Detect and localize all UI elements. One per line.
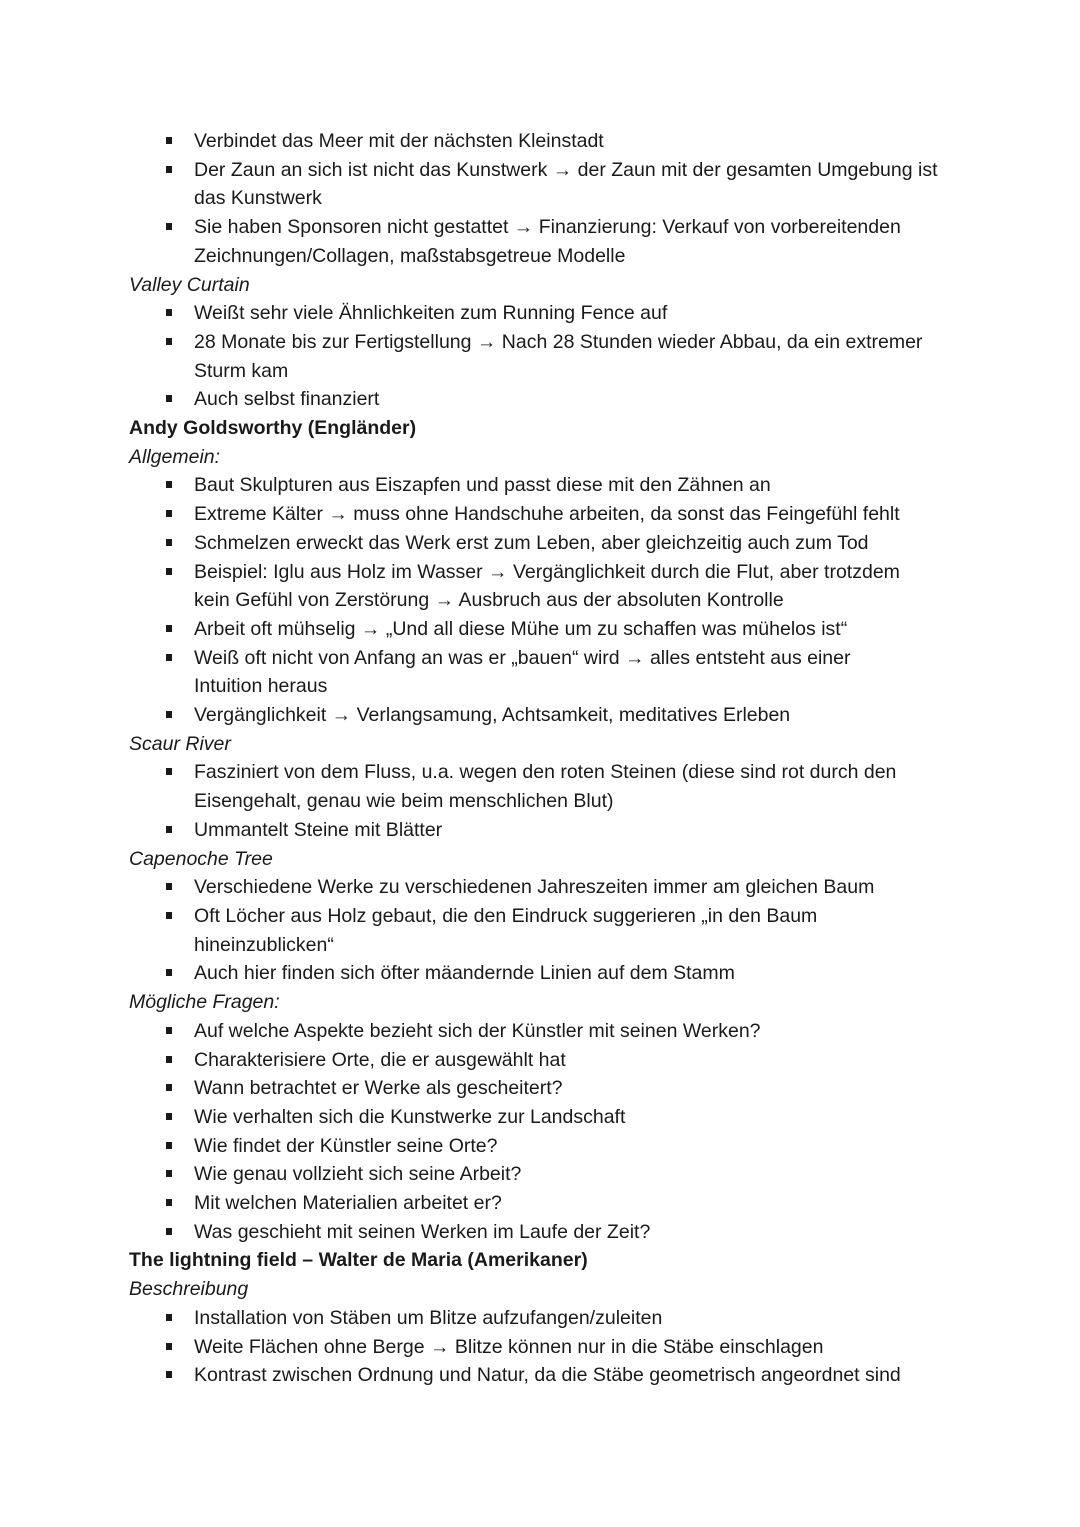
section-heading: The lightning field – Walter de Maria (Amerikaner) [129,1249,588,1272]
list-item [129,127,960,156]
list-item [129,213,960,270]
list-item-text: hineinzublicken“ [194,933,334,956]
list-item-text: Was geschieht mit seinen Werken im Laufe der Zeit? [194,1220,651,1243]
bullet-list [129,299,960,414]
bullet-list [129,1304,960,1390]
list-item-text: Wie findet der Künstler seine Orte? [194,1134,498,1157]
list-item [129,471,960,500]
subsection-heading: Beschreibung [129,1278,249,1301]
list-item-text: Fasziniert von dem Fluss, u.a. wegen den roten Steinen (diese sind rot durch den [194,761,897,784]
list-item-text: Vergänglichkeit → Verlangsamung, Achtsamkeit, meditatives Erleben [194,704,791,727]
list-item [129,1304,960,1333]
square-bullet-icon [166,481,172,488]
list-item-text: Installation von Stäben um Blitze aufzufangen/zuleiten [194,1306,663,1329]
square-bullet-icon [166,711,172,718]
list-item [129,328,960,385]
square-bullet-icon [166,1084,172,1091]
square-bullet-icon [166,510,172,517]
square-bullet-icon [166,1170,172,1177]
list-item [129,1103,960,1132]
square-bullet-icon [166,1343,172,1350]
list-item-text: Auch hier finden sich öfter mäandernde Linien auf dem Stamm [194,962,735,985]
square-bullet-icon [166,1371,172,1378]
list-item-text: Arbeit oft mühselig → „Und all diese Mühe um zu schaffen was mühelos ist“ [194,617,848,640]
bullet-list [129,1017,960,1247]
list-item [129,873,960,902]
list-item [129,1333,960,1362]
list-item-text: Ummantelt Steine mit Blätter [194,818,443,841]
list-item-text: kein Gefühl von Zerstörung → Ausbruch aus der absoluten Kontrolle [194,589,784,612]
list-item [129,529,960,558]
list-item-text: Weite Flächen ohne Berge → Blitze können nur in die Stäbe einschlagen [194,1335,824,1358]
list-item-text: Intuition heraus [194,675,328,698]
square-bullet-icon [166,883,172,890]
square-bullet-icon [166,166,172,173]
square-bullet-icon [166,223,172,230]
square-bullet-icon [166,912,172,919]
square-bullet-icon [166,768,172,775]
bullet-list [129,758,960,844]
list-item [129,1189,960,1218]
subsection-heading: Mögliche Fragen: [129,991,280,1014]
bullet-list [129,127,960,271]
list-item [129,1017,960,1046]
list-item [129,500,960,529]
square-bullet-icon [166,1199,172,1206]
list-item [129,615,960,644]
list-item-text: Verschiedene Werke zu verschiedenen Jahreszeiten immer am gleichen Baum [194,876,875,899]
list-item-text: Auf welche Aspekte bezieht sich der Künstler mit seinen Werken? [194,1019,761,1042]
square-bullet-icon [166,1027,172,1034]
list-item-text: Der Zaun an sich ist nicht das Kunstwerk → der Zaun mit der gesamten Umgebung ist [194,158,938,181]
bullet-list [129,873,960,988]
list-item [129,701,960,730]
list-item-text: Beispiel: Iglu aus Holz im Wasser → Vergänglichkeit durch die Flut, aber trotzdem [194,560,900,583]
square-bullet-icon [166,1314,172,1321]
square-bullet-icon [166,395,172,402]
list-item [129,1361,960,1390]
list-item [129,902,960,959]
subsection-heading: Allgemein: [129,445,221,468]
list-item [129,1074,960,1103]
list-item-text: Sturm kam [194,359,289,382]
square-bullet-icon [166,539,172,546]
subsection-heading: Valley Curtain [129,273,250,296]
list-item-text: Wie verhalten sich die Kunstwerke zur Landschaft [194,1105,626,1128]
square-bullet-icon [166,1056,172,1063]
square-bullet-icon [166,309,172,316]
square-bullet-icon [166,1228,172,1235]
square-bullet-icon [166,137,172,144]
list-item-text: Kontrast zwischen Ordnung und Natur, da die Stäbe geometrisch angeordnet sind [194,1364,901,1387]
list-item-text: Weißt sehr viele Ähnlichkeiten zum Running Fence auf [194,302,668,325]
list-item-text: Zeichnungen/Collagen, maßstabsgetreue Modelle [194,244,626,267]
list-item-text: Sie haben Sponsoren nicht gestattet → Finanzierung: Verkauf von vorbereitenden [194,216,901,239]
square-bullet-icon [166,338,172,345]
list-item [129,385,960,414]
list-item-text: Eisengehalt, genau wie beim menschlichen Blut) [194,790,614,813]
list-item [129,156,960,213]
list-item-text: Auch selbst finanziert [194,388,380,411]
list-item [129,1218,960,1247]
list-item [129,644,960,701]
list-item-text: Extreme Kälter → muss ohne Handschuhe arbeiten, da sonst das Feingefühl fehlt [194,503,900,526]
list-item [129,299,960,328]
list-item-text: Schmelzen erweckt das Werk erst zum Leben, aber gleichzeitig auch zum Tod [194,531,869,554]
list-item-text: Wie genau vollzieht sich seine Arbeit? [194,1163,522,1186]
square-bullet-icon [166,826,172,833]
subsection-heading: Capenoche Tree [129,847,273,870]
list-item-text: Charakterisiere Orte, die er ausgewählt hat [194,1048,566,1071]
list-item [129,758,960,815]
list-item-text: Mit welchen Materialien arbeitet er? [194,1192,502,1215]
square-bullet-icon [166,1113,172,1120]
list-item-text: 28 Monate bis zur Fertigstellung → Nach 28 Stunden wieder Abbau, da ein extremer [194,330,923,353]
list-item-text: Verbindet das Meer mit der nächsten Kleinstadt [194,130,604,152]
square-bullet-icon [166,969,172,976]
square-bullet-icon [166,568,172,575]
list-item [129,558,960,615]
list-item-text: Weiß oft nicht von Anfang an was er „bauen“ wird → alles entsteht aus einer [194,646,851,669]
list-item [129,1132,960,1161]
list-item-text: Wann betrachtet er Werke als gescheitert? [194,1077,563,1100]
section-heading: Andy Goldsworthy (Engländer) [129,417,417,440]
square-bullet-icon [166,625,172,632]
list-item [129,959,960,988]
list-item-text: Oft Löcher aus Holz gebaut, die den Eindruck suggerieren „in den Baum [194,904,818,927]
subsection-heading: Scaur River [129,732,231,755]
list-item-text: Baut Skulpturen aus Eiszapfen und passt diese mit den Zähnen an [194,474,771,497]
list-item-text: das Kunstwerk [194,187,322,210]
bullet-list [129,471,960,729]
square-bullet-icon [166,1142,172,1149]
list-item [129,816,960,845]
list-item [129,1160,960,1189]
square-bullet-icon [166,654,172,661]
list-item [129,1046,960,1075]
